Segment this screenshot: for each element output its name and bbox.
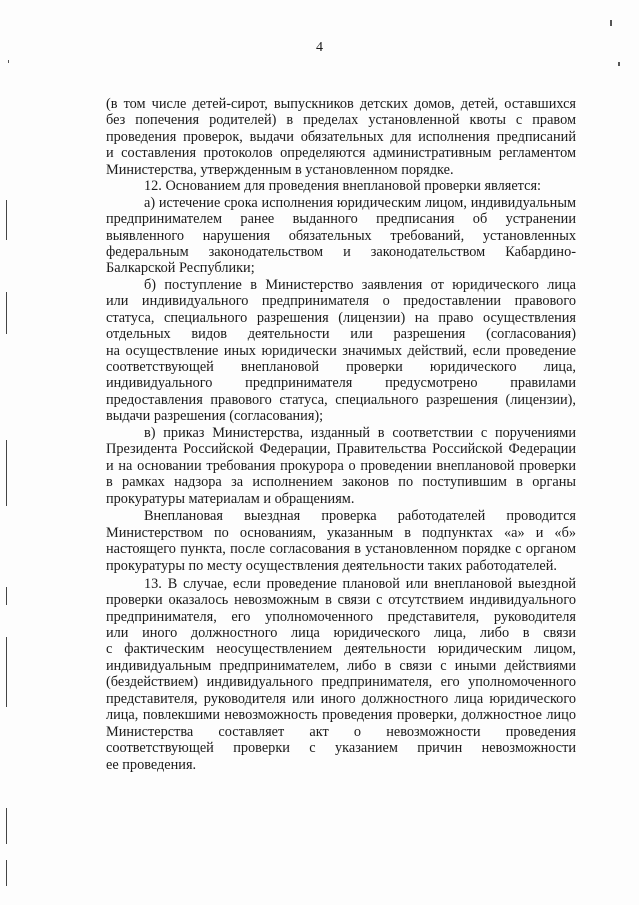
scan-artifact-bar [6, 292, 7, 334]
text-line: Министерством по основаниям, указанным в подпунктах «а» и «б» [106, 524, 576, 541]
text-line: без попечения родителей) в пределах установленной квоты с правом [106, 112, 576, 129]
paragraph-p-12a [106, 195, 576, 277]
text-line: выявленного нарушения обязательных требований, установленных [106, 227, 576, 244]
scan-artifact-bar [6, 587, 7, 605]
text-line: с фактическим неосуществлением деятельности юридическим лицом, [106, 641, 576, 658]
document-body [106, 96, 576, 773]
paragraph-p-12 [106, 178, 576, 194]
scan-artifact-speck [610, 20, 612, 26]
text-line: выдачи разрешения (согласования); [106, 408, 324, 425]
text-line: прокуратуры материалам и обращениям. [106, 490, 355, 507]
text-line: Внеплановая выездная проверка работодателей проводится [144, 508, 576, 525]
text-line: лица, повлекшими невозможность проведения проверки, должностное лицо [106, 707, 576, 724]
page-number: 4 [316, 40, 323, 55]
text-line: и составления протоколов определяются административным регламентом [106, 145, 576, 162]
scan-artifact-speck [8, 60, 9, 63]
text-line: или иного должностного лица юридического лица, либо в связи [106, 625, 576, 641]
text-line: прокуратуры по месту осуществления деятельности таких работодателей. [106, 557, 557, 574]
scan-artifact-bar [6, 808, 7, 844]
text-line: (бездействием) индивидуального предпринимателя, его уполномоченного [106, 674, 576, 691]
text-line: на осуществление иных юридически значимых действий, если проведение [106, 342, 576, 359]
text-line: 13. В случае, если проведение плановой или внеплановой выездной [144, 575, 576, 592]
text-line: проверки оказалось невозможным в связи с отсутствием индивидуального [106, 592, 576, 609]
paragraph-p-intro-continuation [106, 96, 576, 178]
text-line: ее проведения. [106, 756, 197, 773]
text-line: (в том числе детей-сирот, выпускников детских домов, детей, оставшихся [106, 96, 576, 112]
scan-artifact-bar [6, 440, 7, 506]
text-line: соответствующей внеплановой проверки юридического лица, [106, 359, 576, 375]
text-line: предоставления правового статуса, специального разрешения (лицензии), [106, 391, 576, 408]
text-line: статуса, специального разрешения (лицензии) на право осуществления [106, 309, 576, 326]
text-line: и на основании требования прокурора о проведении внеплановой проверки [106, 457, 576, 474]
text-line: предпринимателя, его уполномоченного представителя, руководителя [106, 608, 576, 625]
text-line: а) истечение срока исполнения юридическим лицом, индивидуальным [144, 194, 576, 211]
text-line: индивидуального предпринимателя предусмотрено правилами [106, 375, 576, 392]
text-line: проведения проверок, выдачи обязательных для исполнения предписаний [106, 128, 576, 145]
scan-artifact-speck [618, 62, 620, 66]
text-line: Министерства, утвержденным в установленном порядке. [106, 161, 454, 178]
scan-artifact-bar [6, 860, 7, 886]
scan-artifact-bar [6, 637, 7, 707]
text-line: или индивидуального предпринимателя о предоставлении правового [106, 293, 576, 310]
text-line: федеральным законодательством и законодательством Кабардино- [106, 243, 576, 260]
scan-artifact-bar [6, 200, 7, 240]
text-line: соответствующей проверки с указанием причин невозможности [106, 740, 576, 757]
paragraph-p-13 [106, 576, 576, 773]
text-line: отдельных видов деятельности или разрешения (согласования) [106, 326, 576, 343]
text-line: Президента Российской Федерации, Правительства Российской Федерации [106, 441, 576, 458]
text-line: 12. Основанием для проведения внеплановой проверки является: [144, 178, 541, 195]
text-line: Балкарской Республики; [106, 260, 255, 277]
paragraph-p-vnepl [106, 508, 576, 574]
text-line: б) поступление в Министерство заявления от юридического лица [144, 276, 576, 293]
paragraph-p-12b [106, 277, 576, 425]
text-line: Министерства составляет акт о невозможности проведения [106, 723, 576, 740]
text-line: представителя, руководителя или иного должностного лица юридического [106, 690, 576, 707]
paragraph-p-12v [106, 425, 576, 507]
text-line: предпринимателем ранее выданного предписания об устранении [106, 211, 576, 228]
text-line: в) приказ Министерства, изданный в соответствии с поручениями [144, 424, 576, 441]
text-line: индивидуальным предпринимателем, либо в связи с иными действиями [106, 657, 576, 674]
text-line: в рамках надзора за исполнением законов по поступившим в органы [106, 474, 576, 491]
text-line: настоящего пункта, после согласования в установленном порядке с органом [106, 541, 576, 558]
